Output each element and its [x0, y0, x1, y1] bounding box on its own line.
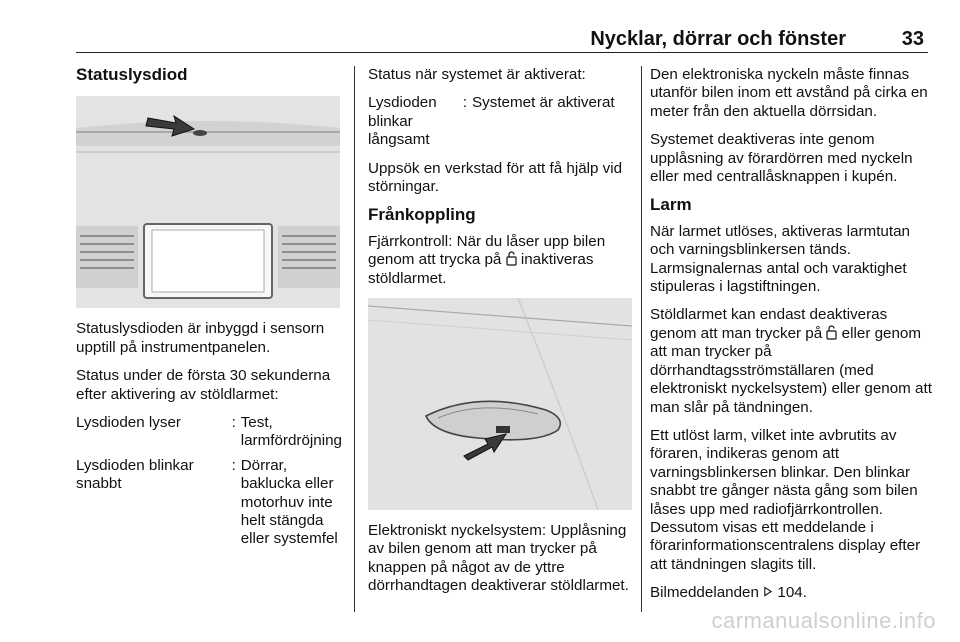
col2-workshop-para: Uppsök en verkstad för att få hjälp vid störningar. — [368, 159, 623, 196]
unlock-icon — [506, 251, 517, 266]
para4-text-a: Stöldlarmet kan endast deaktiveras genom att man trycker på — [650, 306, 888, 342]
para4-text-b: eller genom att man trycker på dörrhandtagsströmställaren (med elektroniskt nyckelsystem) eller genom att man slår på tändningen. — [650, 324, 932, 416]
column-2 — [368, 66, 634, 606]
table-colon: : — [231, 456, 236, 474]
column-divider-1 — [354, 66, 355, 612]
status-table-1 — [76, 414, 342, 549]
bilmeddelanden-text: Bilmeddelanden — [650, 584, 759, 602]
col1-para1: Statuslysdioden är inbyggd i sensorn upptill på instrumentpanelen. — [76, 320, 325, 356]
col2-status-para: Status när systemet är aktiverat: — [368, 66, 586, 83]
column-1 — [76, 66, 342, 559]
page-ref-link[interactable]: 104. — [777, 584, 807, 602]
col3-para2: Systemet deaktiveras inte genom upplåsning av förardörren med nyckeln eller med centrallåsknappen i kupén. — [650, 131, 913, 186]
table-colon: : — [231, 414, 236, 432]
door-handle-illustration — [368, 298, 632, 510]
col3-para5: Ett utlöst larm, vilket inte avbrutits av föraren, indikeras genom att varningsblinkersen blinkar. Den blinkar snabbt tre gånger nästa gång som bilen låses upp med radiofjärrkontrollen. Dessutom visas ett meddelande i förarinformationscentralens display efter att tändningen slagits till. — [650, 426, 921, 573]
header-rule — [76, 52, 928, 53]
col3-para4 — [650, 306, 932, 416]
remote-text-a: Fjärrkontroll: När du låser upp bilen genom att trycka på — [368, 232, 606, 269]
heading-statuslysdiod: Statuslysdiod — [76, 65, 188, 84]
table-row-label: Lysdioden blinkar snabbt — [76, 456, 194, 493]
col2-remote-para — [368, 233, 634, 288]
dashboard-led-illustration — [76, 96, 340, 308]
col3-para6 — [650, 584, 932, 602]
col3-para1: Den elektroniska nyckeln måste finnas utanför bilen inom ett avstånd på cirka en meter från den aktuella dörrsidan. — [650, 66, 928, 120]
table-row-value: Dörrar, baklucka eller motorhuv inte helt stängda eller systemfel — [240, 456, 338, 548]
heading-larm: Larm — [650, 195, 692, 215]
status-table-2 — [368, 94, 634, 149]
header-title: Nycklar, dörrar och fönster — [590, 28, 846, 50]
page-number: 33 — [901, 28, 924, 50]
table-row-value: Test, larmfördröjning — [240, 414, 342, 450]
watermark: carmanualsonline.info — [711, 608, 936, 633]
col3-para3: När larmet utlöses, aktiveras larmtutan och varningsblinkersen tänds. Larmsignalernas antal och varaktighet stipuleras i lagstiftningen. — [650, 222, 910, 296]
column-divider-2 — [641, 66, 642, 612]
heading-frankoppling: Frånkoppling — [368, 205, 476, 225]
table-row-value: Systemet är aktiverat — [472, 94, 615, 112]
table-colon: : — [462, 94, 468, 112]
unlock-icon — [826, 325, 837, 340]
remote-text-b: inaktiveras stöldlarmet. — [368, 251, 594, 287]
table-row-label: Lysdioden lyser — [76, 414, 181, 432]
col1-para2: Status under de första 30 sekunderna efter aktivering av stöldlarmet: — [76, 367, 331, 403]
column-3 — [650, 66, 932, 613]
triangle-ref-icon — [763, 584, 773, 599]
col2-keyless-para: Elektroniskt nyckelsystem: Upplåsning av bilen genom att man trycker på knappen på något av de yttre dörrhandtagen deaktiverar stöldlarmet. — [368, 522, 629, 595]
page-header — [76, 28, 928, 50]
table-row-label: Lysdioden blinkar långsamt — [368, 94, 437, 149]
